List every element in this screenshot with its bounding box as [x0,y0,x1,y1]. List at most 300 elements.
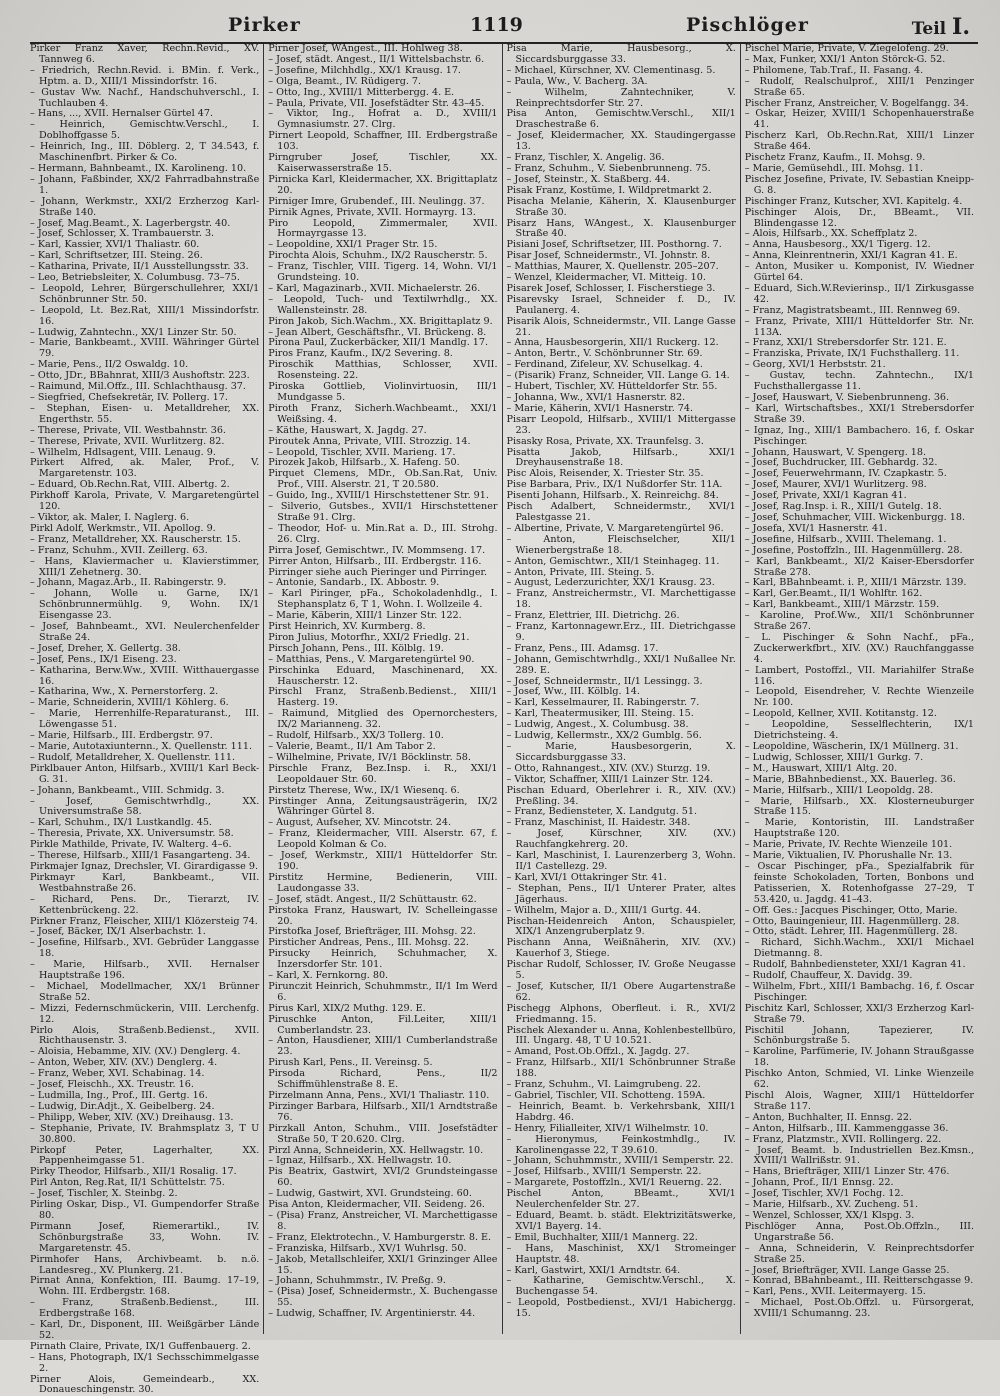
directory-entry: Pirsucky Heinrich, Schuhmacher, X. Inzersdorfer Str. 101. [268,948,498,971]
directory-entry: – Richard, Sichh.Wachm., XXI/1 Michael Dietmanng. 8. [744,937,974,960]
directory-entry: Pirstitz Hermine, Bedienerin, VIII. Laudongasse 33. [268,871,498,894]
directory-entry: – Marie, Hilfsarb., XX. Klosterneuburger Straße 115. [744,795,974,818]
directory-entry: – Siegfried, Chefsekretär, IV. Pollerg. 17. [30,392,228,403]
directory-entry: Pirra Josef, Gemischtwr., IV. Mommseng. 17. [268,544,486,556]
directory-entry: Pirling Oskar, Disp., VI. Gumpendorfer Straße 80. [30,1199,260,1221]
directory-entry: – Katharina, Berw.Ww., XVIII. Witthauergasse 16. [30,664,260,687]
directory-entry: – Philomene, Tab.Traf., II. Fasang. 4. [744,64,924,76]
directory-entry: – Paula, Ww., V. Bacherg. 3A. [506,75,648,87]
directory-entry: – Anton, Buchhalter, II. Ennsg. 22. [744,1111,912,1123]
directory-entry: Pischel Anton, BBeamt., XVI/1 Neulerchenfelder Str. 27. [506,1188,736,1211]
directory-entry: – Therese, Private, XVII. Wurlitzerg. 82. [30,435,225,447]
directory-entry: – Franz, Tischler, X. Angelig. 36. [506,152,665,164]
directory-entry: – Marie, Pens., II/2 Oswaldg. 10. [30,359,189,371]
directory-entry: Pisc Alois, Reisender, X. Triester Str. 35. [506,468,704,480]
directory-entry: Pischan Eduard, Oberlehrer i. R., XIV. (XV.) Preßling. 34. [506,784,736,807]
directory-entry: Pirochta Alois, Schuhm., IX/2 Rauscherstr. 5. [268,250,488,262]
directory-entry: – Josef, Gemischtwrhdlg., XX. Universumstraße 58. [30,795,260,818]
directory-entry: – Josef, Feuerwehrmann, IV. Czapkastr. 5. [744,468,947,480]
directory-entry: – Hans, Photograph, IX/1 Sechsschimmelgasse 2. [30,1351,260,1374]
directory-entry: Pischez Josefine, Private, IV. Sebastian Kneipp-G. 8. [744,173,974,196]
directory-entry: Pisa Marie, Hausbesorg., X. Siccardsburggasse 33. [506,43,736,65]
directory-entry: Pirzkall Anton, Schuhm., VIII. Josefstädter Straße 50, T 20.620. Clrg. [268,1122,498,1145]
directory-entry: – Josef, Briefträger, XVII. Lange Gasse 25. [744,1264,950,1276]
directory-entry: – Josef, Private, XXI/1 Kagran 41. [744,490,907,502]
directory-entry: Pise Barbara, Priv., IX/1 Nußdorfer Str. 11A. [506,479,723,491]
directory-entry: – Wilhelm, Fbrt., XIII/1 Bambachg. 16, f. Oscar Pischinger. [744,980,974,1003]
directory-entry: Pirschle Franz, Bez.Insp. i. R., XXI/1 Leopoldauer Str. 60. [268,762,498,785]
directory-entry: – Leo, Betriebsleiter, X. Columbusg. 73–75. [30,272,240,284]
directory-entry: Pirsoda Richard, Pens., II/2 Schiffmühlenstraße 8. E. [268,1068,498,1091]
directory-entry: – (Pisa) Franz, Anstreicher, VI. Marchettigasse 8. [268,1209,498,1232]
directory-entry: – Leopoldine, Wäscherin, IX/1 Müllnerg. 31. [744,741,959,752]
directory-entry: – Leopold, Kellner, XVII. Kotitanstg. 12. [744,708,937,720]
directory-entry: – Rudolf, Metalldreher, X. Quellenstr. 111. [30,751,236,763]
directory-entry: Pirngruber Josef, Tischler, XX. Kaiserwasserstraße 15. [268,152,498,174]
directory-entry: – Josefa, XVI/1 Hasnerstr. 41. [744,522,888,534]
directory-entry: Pirona Paul, Zuckerbäcker, XII/1 Mandlg. 17. [268,337,489,349]
directory-entry: Piros Franz, Kaufm., IX/2 Severing. 8. [268,348,453,360]
directory-entry: Pirmann Josef, Riemerartikl., IV. Schönburgstraße 33, Wohn. IV. Margaretenstr. 45. [30,1220,260,1254]
directory-entry: – Karl, Magazinarb., XVII. Michaelerstr. 26. [268,282,481,294]
directory-entry: Pisarik Alois, Schneidermstr., VII. Lange Gasse 21. [506,315,736,338]
directory-entry: Pirl Anton, Reg.Rat, II/1 Schüttelstr. 75. [30,1177,225,1189]
directory-entry: Pisar Josef, Schneidermstr., VI. Johnstr. 8. [506,250,711,262]
directory-entry: – Emil, Buchhalter, XIII/1 Mannerg. 22. [506,1231,698,1243]
directory-entry: Pischko Anton, Schmied, VI. Linke Wienzeile 62. [744,1068,974,1091]
directory-entry: Pischetz Franz, Kaufm., II. Mohsg. 9. [744,152,926,164]
directory-entry: Pirzl Anna, Schneiderin, XX. Hellwagstr. 10. [268,1144,484,1156]
directory-entry: – Wilhelm, Major a. D., XIII/1 Gurtg. 44. [506,904,701,916]
directory-entry: – Johann, Hauswart, V. Spengerg. 18. [744,446,927,458]
directory-entry: – Ludwig, Angest., X. Columbusg. 38. [506,719,689,731]
directory-entry: – Anton, Bertr., V. Schönbrunner Str. 69. [506,348,703,360]
directory-entry: – Josef, Kutscher, II/1 Obere Augartenstraße 62. [506,980,736,1003]
directory-entry: – Matthias, Pens., V. Margaretengürtel 90. [268,653,475,665]
directory-entry: – Lambert, Postoffzl., VII. Mariahilfer Straße 116. [744,664,974,687]
directory-entry: – Raimund, Mil.Offz., III. Schlachthausg. 37. [30,381,246,393]
directory-entry: – Viktor, ak. Maler, I. Naglerg. 6. [30,511,190,523]
directory-entry: Pirnik Agnes, Private, XVII. Hormayrg. 13. [268,206,476,218]
directory-entry: – Josef, Schneidermstr., II/1 Lessingg. 3. [506,675,703,687]
directory-entry: Piroschik Matthias, Schlosser, XVII. Rosensteing. 22. [268,359,498,382]
directory-entry: – Josef, Hauswart, V. Siebenbrunneng. 36. [744,392,950,403]
directory-entry: – Marie, BBahnbedienst., XX. Bauerleg. 36. [744,773,956,785]
directory-entry: – Wenzel, Schlosser, XX/1 Klspg. 3. [744,1209,915,1221]
directory-entry: Pisarz Hans, WAngest., X. Klausenburger Straße 40. [506,217,736,240]
directory-entry: – Olga, Beamt., IV. Rüdigerg. 7. [268,75,422,87]
directory-entry: – Karl, BBahnbeamt. i. P., XIII/1 Märzstr. 139. [744,577,967,589]
directory-entry: – Stephanie, Private, IV. Brahmsplatz 3, T U 30.800. [30,1122,260,1145]
directory-entry: – Josef, städt. Angest., II/2 Schüttaustr. 62. [268,893,477,905]
directory-entry: – L. Pischinger & Sohn Nachf., pFa., Zuckerwerkfbrt., XIV. (XV.) Rauchfanggasse 4. [744,631,974,665]
part-prefix: Teil [911,19,947,39]
directory-entry: – Hermann, Bahnbeamt., IX. Karolineng. 10. [30,162,247,174]
directory-entry: – Franz, Tischler, VIII. Tigerg. 14, Wohn. VI/1 Grundsteing. 10. [268,261,498,284]
directory-entry: – Anton, Musiker u. Komponist, IV. Wiedner Gürtel 64. [744,261,974,284]
directory-entry: – Josef, Bahnbeamt., XVI. Neulerchenfelder Straße 24. [30,621,260,643]
directory-entry: Piroutek Anna, Private, VIII. Strozzig. 14. [268,435,471,447]
directory-entry: – Hieronymus, Feinkostmhdlg., IV. Karolinengasse 22, T 39.610. [506,1133,736,1156]
directory-entry: – Josef, Dreher, X. Gellertg. 38. [30,642,181,654]
directory-entry: Pischan-Heidenreich Anton, Schauspieler, XIX/1 Anzengruberplatz 9. [506,915,736,938]
directory-entry: – (Pisarik) Franz, Schneider, VII. Lange G. 14. [506,370,730,382]
part-number: I. [952,14,970,40]
directory-entry: – Marie, Hausbesorgerin, X. Siccardsburggasse 33. [506,741,736,763]
directory-entry: Pisiani Josef, Schriftsetzer, III. Posthorng. 7. [506,239,722,251]
directory-entry: – Marie, Gemüsehdl., III. Mohsg. 11. [744,162,923,174]
directory-entry: – Alois, Hilfsarb., XX. Scheffplatz 2. [744,228,918,240]
directory-entry: Pirniger Imre, Grubendef., III. Neulingg. 37. [268,195,485,207]
directory-entry: Pischegg Alphons, Oberfleut. i. R., XVI/2 Friedmanng. 15. [506,1002,736,1025]
directory-entry: – Antonie, Sandarb., IX. Abbostr. 9. [268,577,440,589]
directory-entry: – Michael, Kürschner, XV. Clementinasg. 5. [506,64,716,76]
directory-entry: Pisenti Johann, Hilfsarb., X. Reinreichg. 84. [506,490,719,502]
directory-columns [30,43,978,1396]
column-4 [740,44,978,1334]
directory-entry: – Josef, Pens., IX/1 Eiseng. 23. [30,653,177,665]
directory-entry: Pis Beatrix, Gastwirt, XVI/2 Grundsteingasse 60. [268,1166,498,1189]
directory-entry: – Hans, ..., XVII. Hernalser Gürtel 47. [30,108,213,120]
directory-entry: Pisarr Leopold, Hilfsarb., XVIII/1 Mittergasse 23. [506,413,736,436]
directory-entry: – Franz, Platzmstr., XVII. Rollingerg. 22. [744,1133,942,1145]
directory-entry: Pischel Marie, Private, V. Ziegelofeng. 29. [744,43,949,54]
directory-entry: Pischitil Johann, Tapezierer, IV. Schönburgstraße 5. [744,1024,974,1047]
directory-entry: – Franz, Hilfsarb., XII/1 Schönbrunner Straße 188. [506,1057,736,1080]
directory-entry: – Wilhelm, Hdlsagent, VIII. Lenaug. 9. [30,446,216,458]
directory-entry: – Franz, Kartonnagewr.Erz., III. Dietrichgasse 9. [506,621,736,643]
directory-entry: – Johann, Magaz.Arb., II. Rabingerstr. 9. [30,577,227,589]
directory-entry: Pisasky Rosa, Private, XX. Traunfelsg. 3. [506,435,704,447]
directory-entry: – Paula, Private, VII. Josefstädter Str. 43–45. [268,97,485,109]
directory-entry: – Philipp, Weber, XIV. (XV.) Dreihausg. 13. [30,1111,234,1123]
directory-entry: – Karl, Dr., Disponent, III. Weißgärber Lände 52. [30,1319,260,1341]
directory-entry: – August, Aufseher, XV. Mincotstr. 24. [268,817,452,829]
directory-entry: Pirnat Anna, Konfektion, III. Baumg. 17–19, Wohn. III. Erdbergstr. 168. [30,1275,260,1298]
directory-entry: – Richard, Pens. Dr., Tierarzt, IV. Kettenbrückeng. 22. [30,893,260,916]
directory-entry: – Franziska, Hilfsarb., XV/1 Wuhrlsg. 50. [268,1242,467,1254]
directory-entry: Pisa Anton, Kleidermacher, VII. Seideng. 26. [268,1199,485,1211]
header-last-name: Pischlöger [686,14,809,36]
directory-entry: – Otto, Ing., XVIII/1 Mitterbergg. 4. E. [268,86,455,98]
directory-entry: – Leopold, Lehrer, Bürgerschullehrer, XXI/1 Schönbrunner Str. 50. [30,282,260,305]
directory-entry: – Mizzi, Federnschmückerin, VIII. Lerchenfg. 12. [30,1002,260,1025]
directory-entry: – Johanna, Ww., XVI/1 Hasnerstr. 82. [506,392,686,403]
directory-entry: Piro Leopold, Zimmermaler, XVII. Hormayrgasse 13. [268,217,498,240]
directory-entry: Pirker Franz Xaver, Rechn.Revid., XV. Tannweg 6. [30,43,260,65]
directory-entry: – Marie, Bankbeamt., XVIII. Währinger Gürtel 79. [30,337,260,360]
directory-entry: Pisa Anton, Gemischtw.Verschl., XII/1 Draschestraße 6. [506,108,736,131]
directory-entry: – Wenzel, Kleidermacher, VI. Mitteig. 10. [506,272,706,284]
directory-entry: Pirmhofer Hans, Archivbeamt. b. n.ö. Landesreg., XV. Plunkerg. 21. [30,1253,260,1276]
directory-entry: – Amand, Post.Ob.Offzl., X. Jagdg. 27. [506,1046,690,1058]
directory-entry: – Josefine, Milchhdlg., XX/1 Krausg. 17. [268,64,461,76]
directory-entry: Pisak Franz, Kostüme, I. Wildpretmarkt 2. [506,184,712,196]
header-first-name: Pirker [228,14,301,36]
directory-entry: Pirus Karl, XIX/2 Muthg. 129. E. [268,1002,426,1014]
directory-entry: – Katharina, Ww., X. Pernerstorferg. 2. [30,686,219,698]
directory-entry: – Margarete, Postoffzln., XVI/1 Reuerng. 22. [506,1177,722,1189]
directory-entry: – Leopold, Lt. Bez.Rat, XIII/1 Missindorfstr. 16. [30,304,260,327]
directory-entry: Pirst Heinrich, XV. Kurmberg. 8. [268,621,426,633]
directory-entry: – Henry, Filialleiter, XIV/1 Wilhelmstr. 10. [506,1122,709,1134]
directory-entry: – Max, Funker, XXI/1 Anton Störck-G. 52. [744,53,946,65]
directory-entry: – Konrad, BBahnbeamt., III. Reitterschgasse 9. [744,1275,974,1287]
directory-entry: Pirozek Jakob, Hilfsarb., X. Hafeng. 50. [268,457,460,469]
directory-entry: – Josef, Werkmstr., XIII/1 Hütteldorfer Str. 190. [268,850,498,872]
directory-entry: – Marie, Autotaxiunternn., X. Quellenstr. 111. [30,741,253,752]
page-header [30,8,978,44]
directory-entry: – Ludwig, Schaffner, IV. Argentinierstr. 44. [268,1308,476,1320]
directory-entry: – Rudolf, Hilfsarb., XX/3 Tollerg. 10. [268,730,444,742]
column-3 [502,44,740,1334]
directory-entry: Pirzinger Barbara, Hilfsarb., XII/1 Arndtstraße 76. [268,1100,498,1123]
directory-entry: – Josef, Buchdrucker, III. Gebhardg. 32. [744,457,938,469]
directory-entry: – Wilhelmine, Private, IV/1 Böcklinstr. 58. [268,751,471,763]
directory-entry: – Karl, Pens., XVII. Leitermayerg. 15. [744,1286,926,1298]
directory-entry: – Marie, Hilfsarb., III. Erdbergstr. 97. [30,730,213,742]
directory-entry: – Karl, Kassier, XVI/1 Thaliastr. 60. [30,239,200,251]
directory-entry: – Oskar, Heizer, XVIII/1 Schopenhauerstraße 41. [744,108,974,131]
directory-entry: Piron Jakob, Sich.Wachm., XX. Brigittaplatz 9. [268,315,493,327]
directory-entry: – Ludwig, Zahntechn., XX/1 Linzer Str. 50. [30,326,237,338]
directory-entry: Pirkmajer Ignaz, Drechsler, VI. Girardigasse 9. [30,860,259,872]
directory-entry: – M., Hauswart, XIII/1 Altg. 20. [744,762,898,774]
directory-entry: – Franz, Metalldreher, XX. Rauscherstr. 15. [30,533,241,545]
directory-entry: – Franz, Elektrotechn., V. Hamburgerstr. 8. E. [268,1231,492,1243]
directory-entry: – Karl, Schuhm., IX/1 Lustkandlg. 45. [30,817,212,829]
directory-entry: – Rudolf, Bahnbediensteter, XXI/1 Kagran 41. [744,959,966,971]
directory-entry: Pischinger Franz, Kutscher, XVI. Kapitelg. 4. [744,195,963,207]
directory-entry: Pirnert Leopold, Schaffner, III. Erdbergstraße 103. [268,130,498,153]
directory-entry: – Johann, Bankbeamt., VIII. Schmidg. 3. [30,784,225,796]
directory-entry: – Therese, Hilfsarb., XIII/1 Fasangarteng. 34. [30,850,251,862]
directory-entry: – Hubert, Tischler, XV. Hütteldorfer Str. 55. [506,381,718,393]
directory-entry: – Rudolf, Realschulprof., XIII/1 Penzinger Straße 65. [744,75,974,98]
directory-entry: – Heinrich, Beamt. b. Verkehrsbank, XIII/1 Habdrg. 46. [506,1100,736,1123]
directory-entry: Pirner Josef, WAngest., III. Hohlweg 38. [268,43,463,54]
directory-entry: – Anton, Hausdiener, XIII/1 Cumberlandstraße 23. [268,1035,498,1058]
directory-entry: – Ludmilla, Ing., Prof., III. Gertg. 16. [30,1090,208,1101]
directory-entry: Pisch Adalbert, Schneidermstr., XVI/1 Palestgasse 21. [506,501,736,523]
directory-entry: – Franz, Maschinist, II. Haidestr. 348. [506,817,691,829]
directory-entry: – Franz, Anstreichermstr., VI. Marchettigasse 18. [506,588,736,611]
directory-entry: – Karl, Kesselmaurer, II. Rabingerstr. 7. [506,697,700,709]
directory-entry: – Franz, Bediensteter, X. Landgutg. 51. [506,806,698,818]
directory-entry: Pischek Alexander u. Anna, Kohlenbestellbüro, III. Ungarg. 48, T U 10.521. [506,1024,736,1047]
directory-entry: – Karl, Bankbeamt., XIII/1 Märzstr. 159. [744,599,940,611]
directory-entry: – Marie, Schneiderin, XVIII/1 Köhlerg. 6. [30,697,229,709]
directory-entry: – Franz, Magistratsbeamt., III. Rennweg 69. [744,304,961,316]
directory-entry: Pirkner Franz, Fleischer, XIII/1 Klözersteig 74. [30,915,258,927]
directory-entry: Pisarek Josef, Schlosser, I. Fischerstiege 3. [506,282,716,294]
directory-entry: – Anton, Fleischselcher, XII/1 Wienerbergstraße 18. [506,533,736,556]
directory-entry: Pirstoka Franz, Hauswart, IV. Schelleingasse 20. [268,904,498,927]
directory-entry: – Off. Ges.: Jacques Pischinger, Otto, Marie. [744,904,958,916]
directory-entry: Pisatta Jakob, Hilfsarb., XXI/1 Dreyhausenstraße 18. [506,446,736,469]
directory-entry: Pirrer Anton, Hilfsarb., III. Erdbergstr. 116. [268,555,482,567]
directory-entry: – Josef, Kleidermacher, XX. Staudingergasse 13. [506,130,736,153]
directory-entry: – Josef, Beamt. b. Industriellen Bez.Kmsn., XVIII/1 Wallrißstr. 91. [744,1144,974,1167]
directory-entry: Pirquet Clemens, MDr., Ob.San.Rat, Univ. Prof., VIII. Alserstr. 21, T 20.580. [268,468,498,491]
directory-entry: – Hans, Klaviermacher u. Klavierstimmer, XIII/1 Zehetnerg. 30. [30,555,260,578]
directory-entry: – Theodor, Hof- u. Min.Rat a. D., III. Strohg. 26. Clrg. [268,522,498,545]
directory-entry: Pirlo Alois, Straßenb.Bedienst., XVII. Richthausenstr. 3. [30,1024,260,1047]
directory-entry: – Johann, Werkmstr., XXI/2 Erzherzog Karl-Straße 140. [30,195,260,218]
directory-entry: – Viktor, Ing., Hofrat a. D., XVIII/1 Gymnasiumstr. 27. Clrg. [268,108,498,131]
directory-entry: – Eduard, Ob.Rechn.Rat, VIII. Albertg. 2. [30,479,230,491]
directory-entry: – Anton, Weber, XIV. (XV.) Denglerg. 4. [30,1057,218,1069]
directory-entry: – Leopold, Postbedienst., XVI/1 Habichergg. 15. [506,1297,736,1320]
directory-entry: – Josef, Tischler, X. Steinbg. 2. [30,1188,178,1200]
directory-entry: – Ferdinand, Zifeleur, XV. Schuselkag. 4. [506,359,703,371]
directory-entry: Pirush Karl, Pens., II. Vereinsg. 5. [268,1057,433,1069]
directory-entry: Pirnath Claire, Private, IX/1 Guffenbauerg. 2. [30,1340,251,1352]
directory-entry: – Josefine, Hilfsarb., XVIII. Thelemang. 1. [744,533,947,545]
directory-entry: – Heinrich, Gemischtw.Verschl., I. Doblhoffgasse 5. [30,119,260,142]
directory-entry: – Otto, JDr., BBahnrat, XIII/3 Aushoftstr. 223. [30,370,250,382]
directory-entry: – Karoline, Prof.Ww., XII/1 Schönbrunner Straße 267. [744,610,974,633]
directory-entry: Piroska Gottlieb, Violinvirtuosin, III/1 Mundgasse 5. [268,381,498,403]
directory-entry: Piruschke Anton, Fil.Leiter, XIII/1 Cumberlandstr. 23. [268,1013,498,1036]
directory-entry: Pisacha Melanie, Käherin, X. Klausenburger Straße 30. [506,195,736,218]
directory-entry: – Stephan, Pens., II/1 Unterer Prater, altes Jägerhaus. [506,882,736,905]
directory-entry: Pirstofka Josef, Briefträger, III. Mohsg. 22. [268,926,476,938]
directory-entry: – Johann, Schuhmmstr., IV. Preßg. 9. [268,1275,446,1287]
directory-entry: – (Pisa) Josef, Schneidermstr., X. Buchengasse 55. [268,1286,498,1309]
directory-entry: Pirkl Adolf, Werkmstr., VII. Apollog. 9. [30,522,216,534]
directory-entry: – Heinrich, Ing., III. Döblerg. 2, T 34.543, f. Maschinenfbrt. Pirker & Co. [30,141,260,164]
directory-entry: – Michael, Post.Ob.Offzl. u. Fürsorgerat, XVIII/1 Schumanng. 23. [744,1297,974,1320]
directory-entry: – Karl, XVI/1 Ottakringer Str. 41. [506,871,667,883]
directory-entry: – Theresia, Private, XX. Universumstr. 58. [30,828,234,840]
directory-entry: Pirkhoff Karola, Private, V. Margaretengürtel 120. [30,490,260,513]
directory-entry: – Marie, Hilfsarb., XVII. Hernalser Hauptstraße 196. [30,959,260,982]
directory-entry: – Hans, Briefträger, XIII/1 Linzer Str. 476. [744,1166,950,1178]
part-label [912,14,970,40]
directory-entry: – Friedrich, Rechn.Revid. i. BMin. f. Verk., Hptm. a. D., XIII/1 Missindorfstr. 16. [30,64,260,87]
directory-entry: – Silverio, Gutsbes., XVII/1 Hirschstettener Straße 91. Clrg. [268,501,498,523]
directory-entry: – Josef, Mag.Beamt., X. Lagerbergstr. 40. [30,217,231,229]
directory-entry: – Leopoldine, XXI/1 Prager Str. 15. [268,239,438,251]
directory-entry: – Franz, Weber, XVI. Schabinag. 14. [30,1068,205,1080]
directory-entry: Pirschinka Eduard, Maschinenard, XX. Hauscherstr. 12. [268,664,498,687]
directory-entry: Pirsticher Andreas, Pens., III. Mohsg. 22. [268,937,469,949]
directory-entry: – Karl, Ger.Beamt., II/1 Wohlftr. 162. [744,588,923,600]
directory-entry: Pirkmayr Karl, Bankbeamt., VII. Westbahnstraße 26. [30,871,260,894]
directory-entry: – Leopoldine, Sesselflechterin, IX/1 Dietrichsteing. 4. [744,719,974,742]
directory-entry: Pirunczit Heinrich, Schuhmmstr., II/1 Im Werd 6. [268,980,498,1003]
directory-entry: – Anton, Private, III. Steing. 5. [506,566,655,578]
directory-entry: – Josefine, Hilfsarb., XVI. Gebrüder Langgasse 18. [30,937,260,960]
directory-entry: – Marie, Käherin, XVI/1 Hasnerstr. 74. [506,402,694,414]
directory-entry: – Anna, Hausbesorg., XX/1 Tigerg. 12. [744,239,931,251]
directory-entry: – Karl, Maschinist, I. Laurenzerberg 3, Wohn. II/1 Castellezg. 29. [506,850,736,872]
directory-entry: – Anton, Hilfsarb., III. Kammenggasse 36. [744,1122,949,1134]
directory-entry: – Viktor, Schaffner, XIII/1 Lainzer Str. 124. [506,773,714,785]
directory-entry: – Leopold, Eisendreher, V. Rechte Wienzeile Nr. 100. [744,686,974,709]
directory-entry: – Karl, Theatermusiker, III. Steing. 15. [506,708,694,720]
directory-entry: – Wilhelm, Zahntechniker, V. Reinprechtsdorfer Str. 27. [506,86,736,109]
directory-entry: – Rudolf, Chauffeur, X. Davidg. 39. [744,970,913,982]
directory-entry: – Gabriel, Tischler, VII. Schotteng. 159A. [506,1090,706,1101]
directory-entry: Pisarevsky Israel, Schneider f. D., IV. Paulanerg. 4. [506,293,736,316]
directory-entry: – Katharine, Gemischtw.Verschl., X. Buchengasse 54. [506,1275,736,1298]
directory-entry: – Marie, Hilfsarb., XIII/1 Leopoldg. 28. [744,784,934,796]
column-1 [30,43,263,1396]
directory-entry: Pischitz Karl, Schlosser, XXI/3 Erzherzog Karl-Straße 79. [744,1002,974,1025]
directory-entry: – Eduard, Sich.W.Revierinsp., II/1 Zirkusgasse 42. [744,282,974,305]
directory-entry: Pischerz Karl, Ob.Rechn.Rat, XIII/1 Linzer Straße 464. [744,130,974,153]
directory-entry: Pirklbauer Anton, Hilfsarb., XVIII/1 Karl Beck-G. 31. [30,762,260,785]
directory-entry: – Otto, städt. Lehrer, III. Hagenmüllerg. 28. [744,926,958,938]
directory-entry: Pirkopf Peter, Lagerhalter, XX. Pappenheimgasse 51. [30,1144,260,1167]
directory-entry: – Franz, Schuhm., VI. Laimgrubeng. 22. [506,1079,701,1091]
directory-entry: – Käthe, Hauswart, X. Jagdg. 27. [268,424,427,436]
directory-entry: Pirkle Mathilde, Private, IV. Walterg. 4–6. [30,839,232,851]
directory-entry: – Karl, X. Fernkorng. 80. [268,970,389,982]
directory-entry: – Josef, Bäcker, IX/1 Alserbachstr. 1. [30,926,206,938]
directory-entry: Pirstinger Anna, Zeitungsausträgerin, IX/2 Währinger Gürtel 8. [268,795,498,818]
directory-entry: – Leopold, Tischler, XVII. Marieng. 17. [268,446,456,458]
directory-entry: – Karl Piringer, pFa., Schokoladenhdlg., I. Stephansplatz 6, T 1, Wohn. I. Wollzeile 4. [268,588,498,611]
directory-entry: – Franz, Elettrier, III. Dietrichg. 26. [506,610,680,622]
directory-entry: Pirky Theodor, Hilfsarb., XII/1 Rosalig. 17. [30,1166,237,1178]
directory-entry: – Gustav Ww. Nachf., Handschuhverschl., I. Tuchlauben 4. [30,86,260,109]
directory-entry: – Karl, Gastwirt, XXI/1 Arndtstr. 64. [506,1264,681,1276]
directory-entry: – Ludwig, Kellermstr., XX/2 Gumblg. 56. [506,730,702,742]
directory-entry: Piroth Franz, Sicherh.Wachbeamt., XXI/1 Weißsing. 4. [268,402,498,425]
directory-entry: Pirnicka Karl, Kleidermacher, XX. Brigittaplatz 20. [268,173,498,196]
directory-entry: – Anna, Kleinrentnerin, XXI/1 Kagran 41. E. [744,250,958,262]
directory-entry: – Franz, Pens., III. Adamsg. 17. [506,642,659,654]
directory-entry: Pirsch Johann, Pens., III. Kölblg. 19. [268,642,444,654]
directory-entry: – Raimund, Mitglied des Opernorchesters, IX/2 Marianneng. 32. [268,708,498,731]
directory-entry: – Josef, Hilfsarb., XVIII/1 Semperstr. 22. [506,1166,702,1178]
directory-entry: – Karl, Bankbeamt., XI/2 Kaiser-Ebersdorfer Straße 278. [744,555,974,578]
directory-entry: Pischar Rudolf, Schlosser, IV. Große Neugasse 5. [506,959,736,982]
directory-entry: – Otto, Rahnangest., XIV. (XV.) Sturzg. 19. [506,762,711,774]
directory-entry: – Otto, Bauingenieur, III. Hagenmüllerg. 28. [744,915,960,927]
directory-entry: – Karoline, Parfümerie, IV. Johann Straußgasse 18. [744,1046,974,1069]
directory-entry: – Josef, Ww., III. Kölblg. 14. [506,686,640,698]
directory-entry: – Ignaz, Ing., XIII/1 Bambachero. 16, f. Oskar Pischinger. [744,424,974,447]
directory-entry: – Josefine, Postoffzln., III. Hagenmüllerg. 28. [744,544,963,556]
directory-entry: – Ludwig, Schlosser, XIII/1 Gurkg. 7. [744,751,924,763]
directory-entry: – Matthias, Maurer, X. Quellenstr. 205–207. [506,261,719,273]
directory-entry: – Johann, Prof., II/1 Ennsg. 22. [744,1177,894,1189]
directory-entry: – Valerie, Beamt., II/1 Am Tabor 2. [268,741,436,752]
directory-entry: Pischer Franz, Anstreicher, V. Bogelfangg. 34. [744,97,969,109]
directory-entry: – Johann, Faßbinder, XX/2 Fahrradbahnstraße 1. [30,173,260,196]
directory-entry: – Josef, Rag.Insp. i. R., XIII/1 Gutelg. 18. [744,501,942,513]
directory-entry: – Oscar Pischinger, pFa., Spezialfabrik für feinste Schokoladen, Torten, Bonbons und Patisserien, X. Rotenhofgasse 27–29, T 53.420, u. Jagdg. 41–43. [744,860,974,905]
directory-entry: – Georg, XVI/1 Herbststr. 21. [744,359,886,371]
directory-entry: – Ignaz, Hilfsarb., XX. Hellwagstr. 10. [268,1155,452,1167]
directory-entry: – Josef, Tischler, XV/1 Fochg. 12. [744,1188,904,1200]
directory-entry: – Ludwig, Dir.Adjt., X. Geibelberg. 24. [30,1100,215,1112]
directory-entry: – Anna, Hausbesorgerin, XII/1 Ruckerg. 12. [506,337,719,349]
directory-entry: – Marie, Kontoristin, III. Landstraßer Hauptstraße 120. [744,817,974,840]
directory-entry: – Katharina, Private, II/1 Ausstellungsstr. 33. [30,261,249,273]
directory-entry: – Marie, Viktualien, IV. Phorushalle Nr. 13. [744,850,953,862]
directory-entry: Pirstetz Therese, Ww., IX/1 Wiesenq. 6. [268,784,460,796]
directory-entry: – Josef, Maurer, XVI/1 Wurlitzerg. 98. [744,479,927,491]
directory-entry: – Johann, Wolle u. Garne, IX/1 Schönbrunnermühlg. 9, Wohn. IX/1 Eisengasse 23. [30,588,260,622]
directory-entry: – Leopold, Tuch- und Textilwrhdlg., XX. Wallensteinstr. 28. [268,293,498,316]
directory-entry: Pirner Alois, Gemeindearb., XX. Donaueschingenstr. 30. [30,1373,260,1396]
directory-entry: – Stephan, Eisen- u. Metalldreher, XX. Engerthstr. 55. [30,402,260,425]
